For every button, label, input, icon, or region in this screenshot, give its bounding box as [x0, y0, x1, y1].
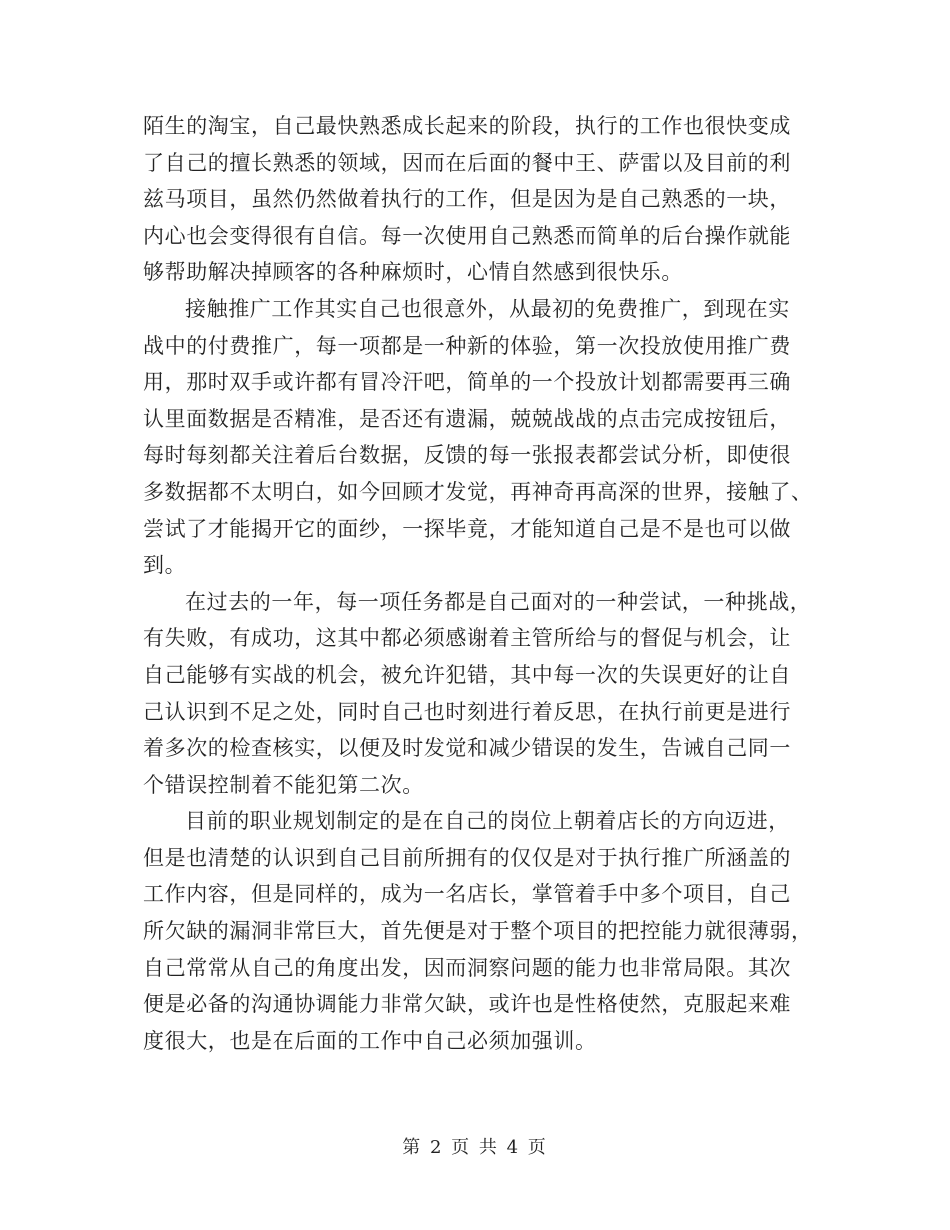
paragraph-2 [143, 291, 813, 584]
text-line: 够帮助解决掉顾客的各种麻烦时，心情自然感到很快乐。 [143, 260, 683, 285]
text-line: 有失败，有成功，这其中都必须感谢着主管所给与的督促与机会，让 [143, 626, 791, 651]
paragraph-3 [143, 584, 812, 804]
text-line: 着多次的检查核实，以便及时发觉和减少错误的发生，告诫自己同一 [143, 736, 791, 761]
text-line: 度很大，也是在后面的工作中自己必须加强训。 [143, 1028, 597, 1053]
text-line: 内心也会变得很有自信。每一次使用自己熟悉而简单的后台操作就能 [143, 223, 791, 248]
document-body [143, 108, 813, 1059]
text-line: 在过去的一年，每一项任务都是自己面对的一种尝试，一种挑战， [185, 589, 812, 614]
text-line: 到。 [143, 553, 187, 578]
text-line: 多数据都不太明白，如今回顾才发觉，再神奇再高深的世界，接触了、 [143, 479, 813, 504]
text-line: 了自己的擅长熟悉的领域，因而在后面的餐中王、萨雷以及目前的利 [143, 150, 791, 175]
text-line: 认里面数据是否精准，是否还有遗漏，兢兢战战的点击完成按钮后， [143, 406, 791, 431]
text-line: 工作内容，但是同样的，成为一名店长，掌管着手中多个项目，自己 [143, 882, 791, 907]
text-line: 用，那时双手或许都有冒冷汗吧，简单的一个投放计划都需要再三确 [143, 370, 791, 395]
text-line: 自己常常从自己的角度出发，因而洞察问题的能力也非常局限。其次 [143, 955, 791, 980]
page-number-footer: 第 2 页 共 4 页 [402, 1137, 548, 1158]
text-line: 目前的职业规划制定的是在自己的岗位上朝着店长的方向迈进， [185, 809, 790, 834]
paragraph-4 [143, 803, 813, 1059]
text-line: 战中的付费推广，每一项都是一种新的体验，第一次投放使用推广费 [143, 333, 791, 358]
text-line: 便是必备的沟通协调能力非常欠缺，或许也是性格使然，克服起来难 [143, 992, 791, 1017]
text-line: 自己能够有实战的机会，被允许犯错，其中每一次的失误更好的让自 [143, 662, 791, 687]
text-line: 个错误控制着不能犯第二次。 [143, 772, 424, 797]
text-line: 兹马项目，虽然仍然做着执行的工作，但是因为是自己熟悉的一块， [143, 187, 791, 212]
text-line: 接触推广工作其实自己也很意外，从最初的免费推广，到现在实 [185, 296, 790, 321]
text-line: 陌生的淘宝，自己最快熟悉成长起来的阶段，执行的工作也很快变成 [143, 114, 791, 138]
paragraph-1 [143, 108, 807, 291]
text-line: 所欠缺的漏洞非常巨大，首先便是对于整个项目的把控能力就很薄弱， [143, 919, 813, 944]
text-line: 尝试了才能揭开它的面纱，一探毕竟，才能知道自己是不是也可以做 [143, 516, 791, 541]
text-line: 己认识到不足之处，同时自己也时刻进行着反思，在执行前更是进行 [143, 699, 791, 724]
text-line: 每时每刻都关注着后台数据，反馈的每一张报表都尝试分析，即使很 [143, 443, 791, 468]
text-line: 但是也清楚的认识到自己目前所拥有的仅仅是对于执行推广所涵盖的 [143, 845, 791, 870]
